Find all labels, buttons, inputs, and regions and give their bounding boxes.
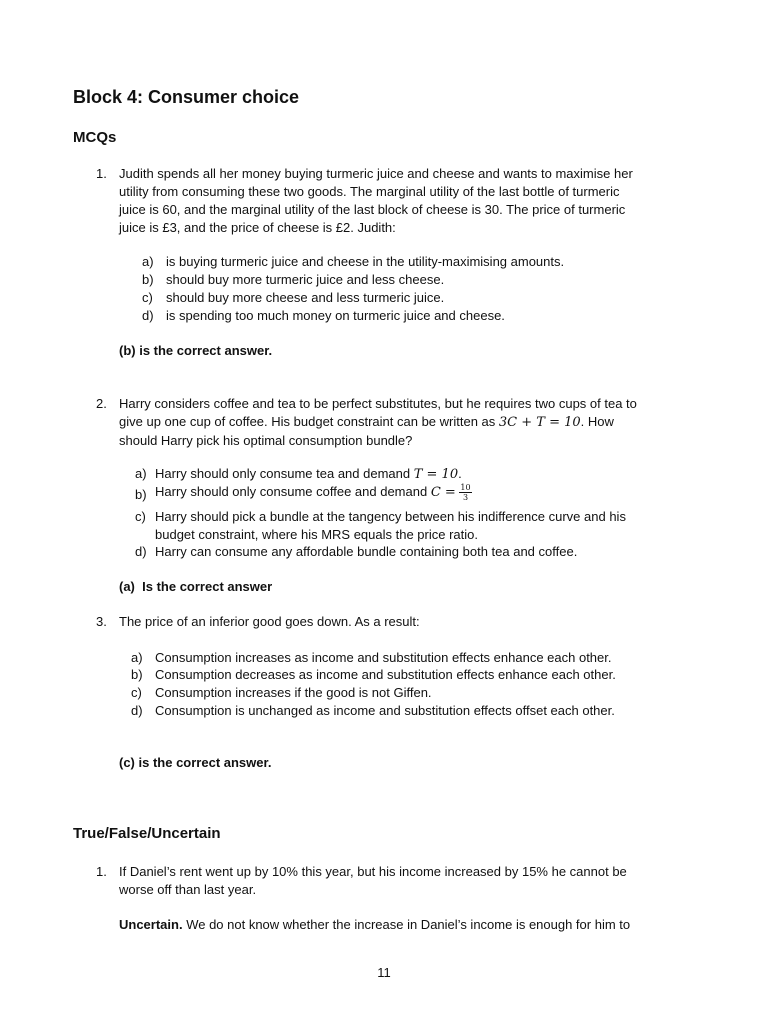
fraction-denominator: 3 — [462, 493, 469, 503]
q2-option-c-line: Harry should pick a bundle at the tangency between his indifference curve and his — [155, 509, 626, 524]
q2-option-a-math: T = 10 — [413, 467, 459, 482]
q1-answer: (b) is the correct answer. — [119, 343, 273, 358]
q3-number: 3. — [96, 614, 107, 629]
q2-option-c-text — [155, 508, 695, 544]
fraction-numerator: 10 — [460, 483, 471, 493]
q3-option-d-label: d) — [131, 703, 143, 718]
q2-option-d-text: Harry can consume any affordable bundle containing both tea and coffee. — [155, 544, 578, 559]
q2-option-a-post: . — [458, 466, 462, 481]
q2-option-b-label: b) — [135, 487, 147, 502]
q2-option-a-pre: Harry should only consume tea and demand — [155, 466, 414, 481]
q1-option-a-text: is buying turmeric juice and cheese in the utility-maximising amounts. — [166, 254, 565, 269]
q2-line: should Harry pick his optimal consumption bundle? — [119, 433, 413, 448]
q2-option-a-label: a) — [135, 466, 147, 481]
q2-text — [119, 395, 699, 450]
q3-option-d-text: Consumption is unchanged as income and substitution effects offset each other. — [155, 703, 615, 718]
q1-line: Judith spends all her money buying turmeric juice and cheese and wants to maximise her — [119, 166, 633, 181]
tfu1-line: worse off than last year. — [119, 882, 257, 897]
q2-line — [119, 413, 699, 432]
q1-line: juice is 60, and the marginal utility of the last block of cheese is 30. The price of turmeric — [119, 202, 626, 217]
tfu1-answer-verdict: Uncertain. — [119, 917, 183, 932]
q3-answer: (c) is the correct answer. — [119, 755, 272, 770]
q2-line: Harry considers coffee and tea to be perfect substitutes, but he requires two cups of tea to — [119, 396, 637, 411]
q1-option-d-text: is spending too much money on turmeric juice and cheese. — [166, 308, 505, 323]
q3-option-c-label: c) — [131, 685, 142, 700]
q2-number: 2. — [96, 396, 107, 411]
q2-line2-text: give up one cup of coffee. His budget constraint can be written as — [119, 414, 499, 429]
q2-option-b-pre: Harry should only consume coffee and demand — [155, 484, 431, 499]
q2-option-b-text — [155, 483, 472, 502]
q2-option-c-line: budget constraint, where his MRS equals the price ratio. — [155, 527, 479, 542]
q2-answer-label: (a) — [119, 579, 135, 594]
q1-option-d-label: d) — [142, 308, 154, 323]
q3-option-b-label: b) — [131, 667, 143, 682]
q2-answer — [119, 579, 272, 594]
tfu1-answer-explanation: We do not know whether the increase in Daniel’s income is enough for him to — [182, 917, 631, 932]
mcq-heading: MCQs — [73, 129, 117, 146]
page-number: 11 — [377, 965, 391, 980]
block-title: Block 4: Consumer choice — [73, 87, 300, 107]
q1-line: utility from consuming these two goods. The marginal utility of the last bottle of turmeric — [119, 184, 620, 199]
tfu1-text — [119, 863, 699, 899]
q1-option-c-text: should buy more cheese and less turmeric juice. — [166, 290, 445, 305]
q1-text — [119, 165, 699, 237]
q1-option-b-label: b) — [142, 272, 154, 287]
q2-option-c-label: c) — [135, 509, 146, 524]
tfu-heading: True/False/Uncertain — [73, 825, 221, 842]
q3-option-a-text: Consumption increases as income and substitution effects enhance each other. — [155, 650, 612, 665]
budget-constraint-equation: 3C + T = 10 — [498, 415, 581, 430]
q2-line2-end: . How — [580, 414, 614, 429]
q3-option-c-text: Consumption increases if the good is not Giffen. — [155, 685, 432, 700]
q1-option-c-label: c) — [142, 290, 153, 305]
q2-option-b-math: C = — [430, 485, 456, 500]
q1-option-b-text: should buy more turmeric juice and less cheese. — [166, 272, 445, 287]
q2-option-d-label: d) — [135, 544, 147, 559]
q3-text: The price of an inferior good goes down. As a result: — [119, 614, 420, 629]
q2-option-a-text — [155, 465, 462, 484]
q3-option-a-label: a) — [131, 650, 143, 665]
q3-option-b-text: Consumption decreases as income and substitution effects enhance each other. — [155, 667, 616, 682]
tfu1-number: 1. — [96, 864, 107, 879]
q1-option-a-label: a) — [142, 254, 154, 269]
q1-number: 1. — [96, 166, 107, 181]
fraction — [459, 483, 471, 502]
q1-line: juice is £3, and the price of cheese is £2. Judith: — [119, 220, 396, 235]
tfu1-answer — [119, 916, 699, 934]
tfu1-line: If Daniel’s rent went up by 10% this year, but his income increased by 15% he cannot be — [119, 864, 627, 879]
q2-answer-text: Is the correct answer — [142, 579, 273, 594]
